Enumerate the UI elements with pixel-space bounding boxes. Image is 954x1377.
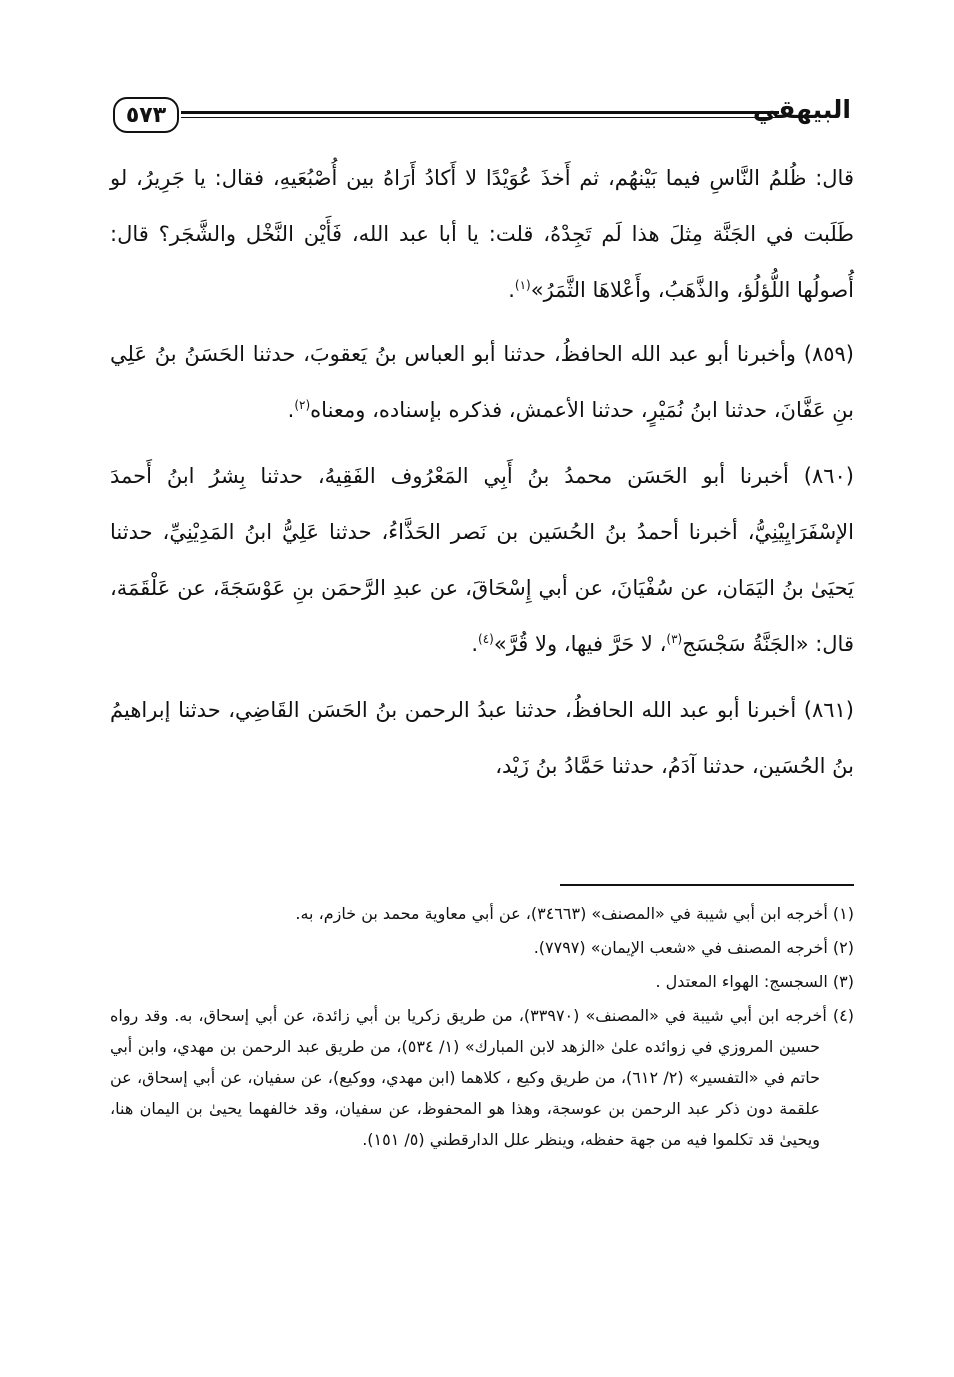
- main-text: [110, 150, 854, 804]
- page-number: ٥٧٣: [113, 97, 179, 133]
- header-rule: [181, 111, 779, 114]
- paragraph-text-mid: ، لا حَرَّ فيها، ولا قُرَّ»: [493, 632, 667, 656]
- header-rule-thin: [181, 117, 779, 118]
- running-title: البيهقي: [752, 95, 851, 124]
- hadith-860: [110, 448, 854, 672]
- footnote-ref-1: (١): [514, 278, 531, 292]
- paragraph-text: قال: ظُلمُ النَّاسِ فيما بَيْنهُم، ثم أَخذَ عُوَيْدًا لا أَكادُ أَرَاهُ بين أُصْبُعَيهِ، فقال: يا جَرِيرُ، لو طَلَبت في الجَنَّة مِثلَ هذا لَم تَجِدْهُ، قلت: يا أبا عبد الله، فَأَيْن النَّخْل والشَّجَر؟ قال: أُصولُها اللُّؤلُؤ، والذَّهَبُ، وأَعْلاهَا الثَّمَرُ»: [110, 166, 854, 302]
- footnote-ref-2: (٢): [294, 398, 311, 412]
- footnote-ref-3: (٣): [666, 632, 683, 646]
- footnote-1: (١) أخرجه ابن أبي شيبة في «المصنف» (٣٤٦٦٣)، عن أبي معاوية محمد بن خازم، به.: [295, 904, 854, 923]
- page-header: [113, 93, 851, 139]
- footnote-4: (٤) أخرجه ابن أبي شيبة في «المصنف» (٣٣٩٧٠)، من طريق زكريا بن أبي زائدة، عن أبي إسحاق، به. وقد رواه حسين المروزي في زوائده علىٰ «الزهد لابن المبارك» (١/ ٥٣٤)، من طريق عبد الرحمن بن مهدي، وابن أبي حاتم في «التفسير» (٢/ ٦١٢)، من طريق وكيع ، كلاهما (ابن مهدي، ووكيع)، عن سفيان، عن أبي إسحاق، عن علقمة دون ذكر عبد الرحمن بن عوسجة، وهذا هو المحفوظ، عن سفيان، وقد خالفهما يحيىٰ بن اليمان هنا، ويحيىٰ قد تكلموا فيه من جهة حفظه، وينظر علل الدارقطني (٥/ ١٥١).: [110, 1006, 855, 1149]
- paragraph-text: (٨٦١) أخبرنا أبو عبد الله الحافظُ، حدثنا عبدُ الرحمن بنُ الحَسَن القَاضِي، حدثنا إبراهيمُ بنُ الحُسَين، حدثنا آدَمُ، حدثنا حَمَّادُ بنُ زَيْد،: [110, 698, 854, 778]
- footnotes: [110, 898, 854, 1158]
- paragraph-text: (٨٦٠) أخبرنا أبو الحَسَن محمدُ بنُ أَبِي المَعْرُوف الفَقِيهُ، حدثنا بِشرُ ابنُ أَحمدَ الإسْفَرَايِيْنِيُّ، أخبرنا أحمدُ بنُ الحُسَين بن نَصر الحَذَّاءُ، حدثنا عَلِيُّ ابنُ المَدِيْنِيِّ، حدثنا يَحيَىٰ بنُ اليَمَان، عن سُفْيَانَ، عن أبي إِسْحَاقَ، عن عبدِ الرَّحمَن بنِ عَوْسَجَةَ، عن عَلْقَمَة، قال: «الجَنَّةُ سَجْسَج: [110, 464, 854, 656]
- footnote-3: (٣) السجسج: الهواء المعتدل .: [655, 972, 854, 991]
- paragraph-end: .: [471, 632, 479, 656]
- footnote-2: (٢) أخرجه المصنف في «شعب الإيمان» (٧٧٩٧).: [533, 938, 854, 957]
- hadith-859: [110, 326, 854, 438]
- paragraph-end: .: [287, 398, 295, 422]
- paragraph-text: (٨٥٩) وأخبرنا أبو عبد الله الحافظُ، حدثنا أبو العباس بنُ يَعقوبَ، حدثنا الحَسَنُ بنُ عَلِي بنِ عَفَّانَ، حدثنا ابنُ نُمَيْرٍ، حدثنا الأعمش، فذكره بإسناده، ومعناه: [110, 342, 854, 422]
- footnote-ref-4: (٤): [478, 632, 494, 646]
- footnote-separator: [560, 884, 854, 886]
- paragraph-end: .: [508, 278, 515, 302]
- paragraph-continuation: [110, 150, 854, 318]
- hadith-861: [110, 682, 854, 794]
